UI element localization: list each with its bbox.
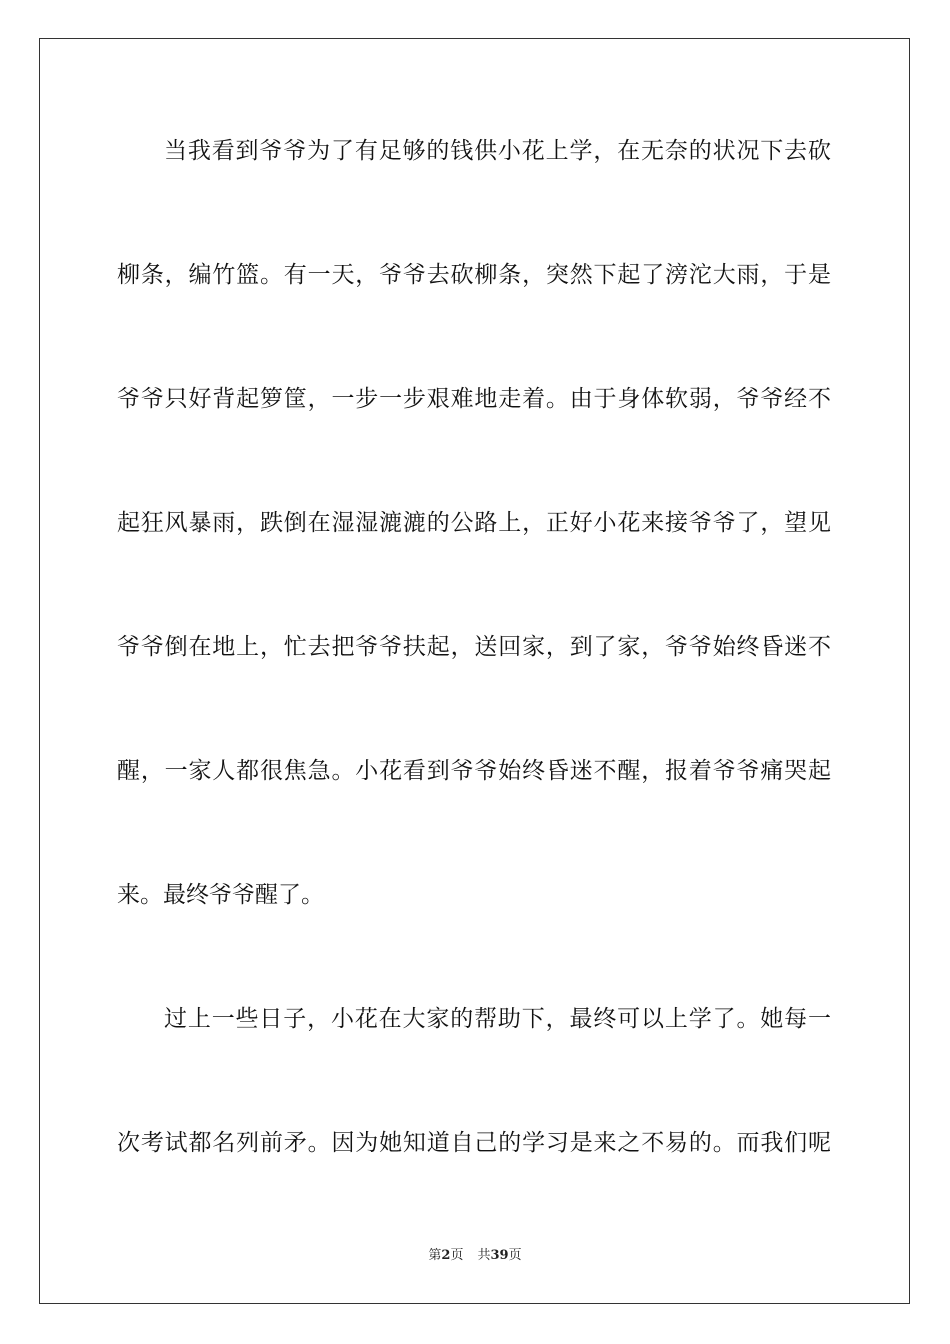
paragraph-line: 来。最终爷爷醒了。 xyxy=(117,882,324,908)
page-number: 2 xyxy=(441,1248,451,1263)
total-suffix: 页 xyxy=(508,1248,522,1263)
paragraph-line: 爷爷只好背起箩筐，一步一步艰难地走着。由于身体软弱，爷爷经不 xyxy=(117,386,831,412)
page-border xyxy=(39,38,910,1304)
paragraph-line: 爷爷倒在地上，忙去把爷爷扶起，送回家，到了家，爷爷始终昏迷不 xyxy=(117,634,831,660)
page-footer xyxy=(0,1247,950,1265)
paragraph-line: 起狂风暴雨，跌倒在湿湿漉漉的公路上，正好小花来接爷爷了，望见 xyxy=(117,510,831,536)
paragraph-line: 醒，一家人都很焦急。小花看到爷爷始终昏迷不醒，报着爷爷痛哭起 xyxy=(117,758,831,784)
page-prefix: 第 xyxy=(428,1248,442,1263)
paragraph-line: 次考试都名列前矛。因为她知道自己的学习是来之不易的。而我们呢 xyxy=(117,1130,831,1156)
paragraph-line: 当我看到爷爷为了有足够的钱供小花上学，在无奈的状况下去砍 xyxy=(164,138,831,164)
total-prefix: 共 xyxy=(477,1248,491,1263)
paragraph-line: 过上一些日子，小花在大家的帮助下，最终可以上学了。她每一 xyxy=(164,1006,831,1032)
total-pages: 39 xyxy=(490,1248,509,1263)
paragraph-line: 柳条，编竹篮。有一天，爷爷去砍柳条，突然下起了滂沱大雨，于是 xyxy=(117,262,831,288)
page-suffix: 页 xyxy=(450,1248,464,1263)
